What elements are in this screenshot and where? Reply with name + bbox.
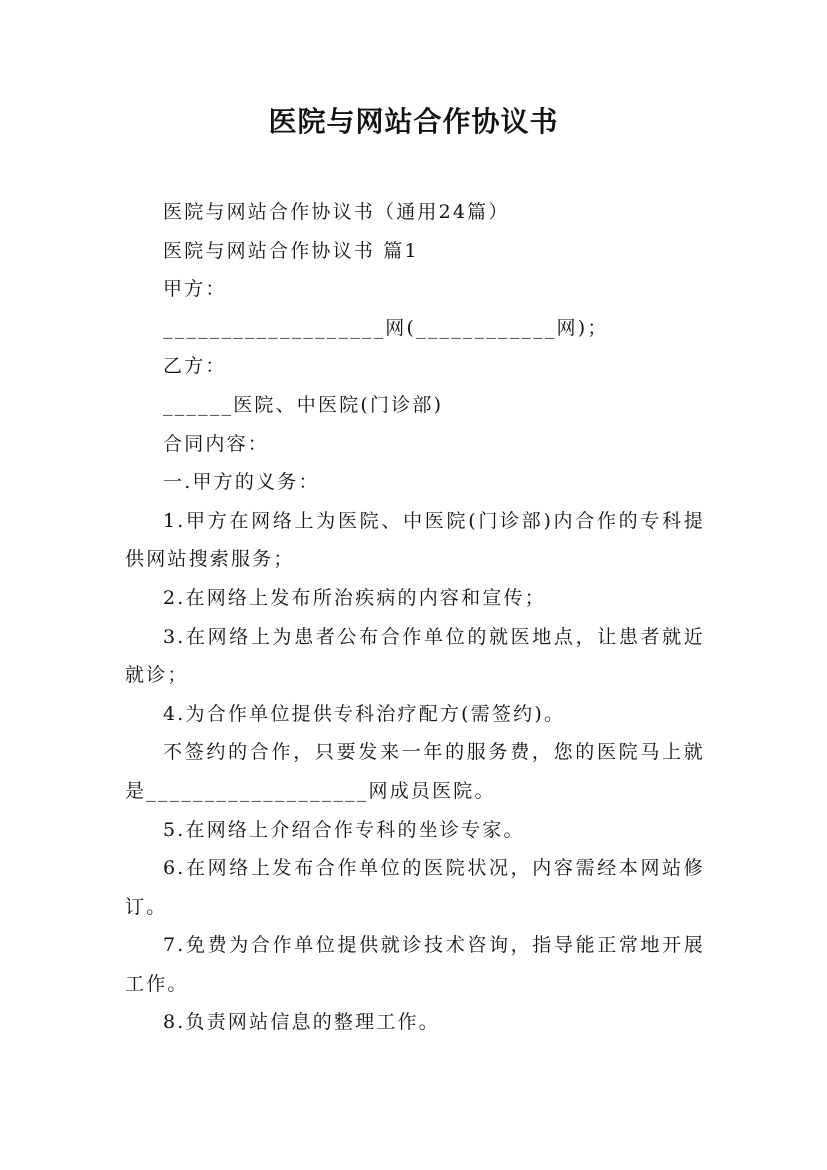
document-body	[125, 193, 705, 1042]
paragraph-item-3: 3.在网络上为患者公布合作单位的就医地点，让患者就近就诊；	[125, 625, 705, 687]
paragraph-contract-content: 合同内容：	[163, 432, 270, 455]
document-title: 医院与网站合作协议书	[268, 105, 559, 138]
paragraph-party-a-blank: ___________________网(____________网)；	[163, 316, 609, 339]
paragraph-item-2: 2.在网络上发布所治疾病的内容和宣传；	[163, 586, 546, 609]
paragraph-unsigned-note: 不签约的合作，只要发来一年的服务费，您的医院马上就是___________________网成员医院。	[125, 741, 705, 802]
paragraph-item-8: 8.负责网站信息的整理工作。	[163, 1011, 440, 1034]
paragraph-party-a-label: 甲方：	[163, 278, 227, 301]
paragraph-item-5: 5.在网络上介绍合作专科的坐诊专家。	[163, 818, 525, 841]
paragraph-item-1: 1.甲方在网络上为医院、中医院(门诊部)内合作的专科提供网站搜索服务；	[125, 509, 705, 571]
paragraph-party-b-blank: ______医院、中医院(门诊部)	[163, 393, 444, 416]
paragraph-subtitle: 医院与网站合作协议书（通用24篇）	[163, 201, 510, 223]
paragraph-party-b-label: 乙方：	[163, 355, 227, 378]
paragraph-item-4: 4.为合作单位提供专科治疗配方(需签约)。	[163, 702, 566, 725]
paragraph-obligations-heading: 一.甲方的义务：	[163, 471, 320, 494]
paragraph-item-6: 6.在网络上发布合作单位的医院状况，内容需经本网站修订。	[125, 857, 705, 918]
paragraph-item-7: 7.免费为合作单位提供就诊技术咨询，指导能正常地开展工作。	[125, 934, 705, 995]
paragraph-section-heading: 医院与网站合作协议书 篇1	[163, 239, 419, 262]
